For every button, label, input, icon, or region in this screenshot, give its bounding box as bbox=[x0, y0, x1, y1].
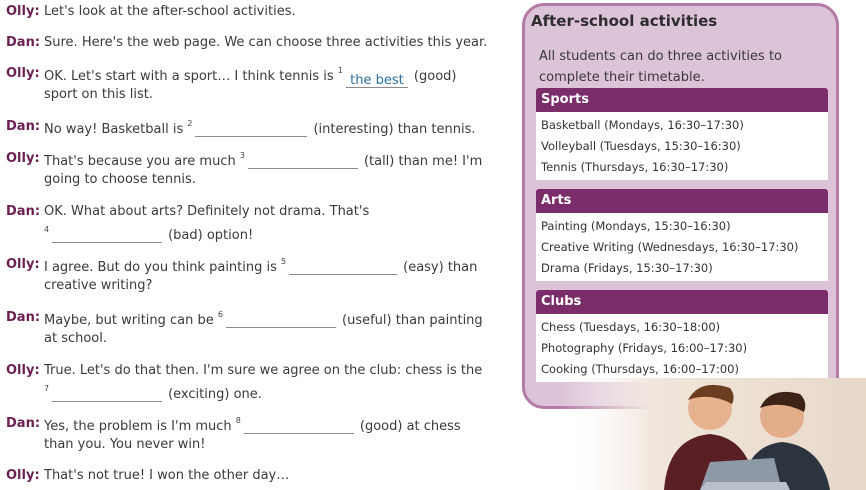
activity-item: Chess (Tuesdays, 16:30–18:00) bbox=[541, 320, 721, 334]
activity-item: Tennis (Thursdays, 16:30–17:30) bbox=[541, 160, 729, 174]
section-arts bbox=[536, 189, 828, 281]
dialogue-text: creative writing? bbox=[44, 278, 153, 293]
answer-blank-1[interactable]: the best bbox=[346, 73, 408, 88]
speaker-label: Olly: bbox=[6, 151, 40, 166]
dialogue-text: going to choose tennis. bbox=[44, 172, 196, 187]
activity-item: Cooking (Thursdays, 16:00–17:00) bbox=[541, 362, 739, 376]
activities-panel bbox=[522, 3, 839, 409]
gap-number: 7 bbox=[44, 384, 50, 393]
dialogue-text: OK. Let's start with a sport… I think tennis is bbox=[44, 69, 334, 84]
speaker-label: Dan: bbox=[6, 119, 41, 134]
dialogue-text: sport on this list. bbox=[44, 87, 153, 102]
dialogue-text: Sure. Here's the web page. We can choose three activities this year. bbox=[44, 35, 488, 50]
speaker-label: Olly: bbox=[6, 4, 40, 19]
dialogue-text: Yes, the problem is I'm much bbox=[44, 419, 232, 434]
gap-hint: (tall) than me! I'm bbox=[363, 154, 483, 169]
gap-number: 8 bbox=[235, 416, 241, 425]
panel-intro: All students can do three activities to complete their timetable. bbox=[539, 49, 782, 85]
speaker-label: Olly: bbox=[6, 257, 40, 272]
dialogue-text: OK. What about arts? Definitely not drama. That's bbox=[44, 204, 370, 219]
students-photo bbox=[560, 378, 866, 490]
answer-blank-5[interactable] bbox=[289, 260, 397, 275]
speaker-label: Dan: bbox=[6, 416, 41, 431]
section-clubs bbox=[536, 290, 828, 382]
gap-number: 4 bbox=[44, 225, 50, 234]
dialogue-text: than you. You never win! bbox=[44, 437, 206, 452]
dialogue-text: That's not true! I won the other day… bbox=[44, 468, 290, 483]
gap-number: 3 bbox=[239, 151, 245, 160]
dialogue-text: Let's look at the after-school activities. bbox=[44, 4, 296, 19]
section-header: Sports bbox=[536, 88, 828, 112]
panel-title: After-school activities bbox=[531, 12, 718, 30]
gap-hint: (useful) than painting bbox=[342, 313, 483, 328]
gap-number: 2 bbox=[187, 119, 193, 128]
gap-number: 5 bbox=[281, 257, 287, 266]
activity-item: Drama (Fridays, 15:30–17:30) bbox=[541, 261, 713, 275]
speaker-label: Olly: bbox=[6, 468, 40, 483]
answer-blank-8[interactable] bbox=[244, 419, 354, 434]
section-sports bbox=[536, 88, 828, 180]
section-header: Clubs bbox=[536, 290, 828, 314]
speaker-label: Dan: bbox=[6, 204, 41, 219]
dialogue-text: at school. bbox=[44, 331, 108, 346]
activity-item: Photography (Fridays, 16:00–17:30) bbox=[541, 341, 748, 355]
answer-blank-7[interactable] bbox=[52, 387, 162, 402]
answer-blank-2[interactable] bbox=[195, 122, 307, 137]
dialogue-text: True. Let's do that then. I'm sure we agree on the club: chess is the bbox=[44, 363, 483, 378]
section-header: Arts bbox=[536, 189, 828, 213]
dialogue-text: Maybe, but writing can be bbox=[44, 313, 214, 328]
gap-hint: (easy) than bbox=[403, 260, 478, 275]
dialogue-text: No way! Basketball is bbox=[44, 122, 184, 137]
speaker-label: Olly: bbox=[6, 363, 40, 378]
gap-hint: (bad) option! bbox=[168, 228, 254, 243]
answer-blank-3[interactable] bbox=[248, 154, 358, 169]
activity-item: Basketball (Mondays, 16:30–17:30) bbox=[541, 118, 744, 132]
speaker-label: Dan: bbox=[6, 310, 41, 325]
dialogue-text: I agree. But do you think painting is bbox=[44, 260, 277, 275]
speaker-label: Olly: bbox=[6, 66, 40, 81]
dialogue-text: That's because you are much bbox=[44, 154, 236, 169]
activity-item: Painting (Mondays, 15:30–16:30) bbox=[541, 219, 731, 233]
gap-hint: (good) at chess bbox=[359, 419, 461, 434]
activity-item: Creative Writing (Wednesdays, 16:30–17:30) bbox=[541, 240, 799, 254]
gap-hint: (interesting) than tennis. bbox=[313, 122, 476, 137]
gap-hint: (exciting) one. bbox=[168, 387, 262, 402]
speaker-label: Dan: bbox=[6, 35, 41, 50]
answer-blank-6[interactable] bbox=[226, 313, 336, 328]
gap-hint: (good) bbox=[413, 69, 457, 84]
activity-item: Volleyball (Tuesdays, 15:30–16:30) bbox=[541, 139, 741, 153]
gap-number: 6 bbox=[217, 310, 224, 319]
answer-blank-4[interactable] bbox=[52, 228, 162, 243]
gap-number: 1 bbox=[337, 66, 343, 75]
